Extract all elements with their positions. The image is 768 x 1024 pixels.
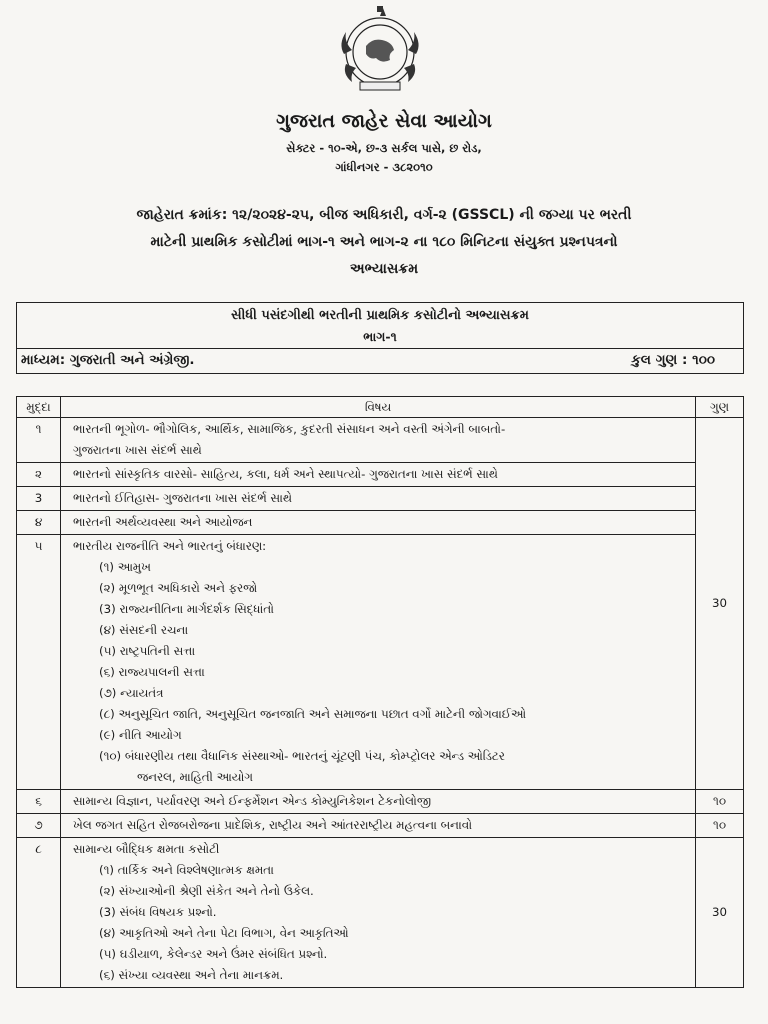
subject-line: (૭) ન્યાયતંત્ર	[99, 686, 164, 700]
subject-line: (3) સંબંધ વિષયક પ્રશ્નો.	[99, 905, 217, 919]
table-row	[17, 814, 744, 838]
gpsc-emblem-icon	[330, 2, 430, 94]
subject-line: (૪) આકૃતિઓ અને તેના પેટા વિભાગ, વેન આકૃતિઓ	[99, 926, 349, 940]
row-subject	[61, 463, 696, 487]
row-marks: ૧૦	[696, 814, 744, 838]
table-row	[17, 511, 744, 535]
row-number: ૪	[17, 511, 61, 535]
medium-label: માધ્યમ: ગુજરાતી અને અંગ્રેજી.	[21, 352, 195, 368]
row-subject	[61, 535, 696, 790]
row-number: ૭	[17, 814, 61, 838]
table-header-row	[17, 397, 744, 418]
subject-line: (૧૦) બંધારણીય તથા વૈધાનિક સંસ્થાઓ- ભારતનું ચૂંટણી પંચ, કોમ્પ્ટ્રોલર એન્ડ ઓડિટર	[99, 749, 505, 763]
table-row	[17, 487, 744, 511]
row-subject	[61, 487, 696, 511]
subject-line: ભારતનો ઈતિહાસ- ગુજરાતના ખાસ સંદર્ભ સાથે	[73, 491, 292, 505]
subject-line: (૬) રાજ્યપાલની સત્તા	[99, 665, 205, 679]
subject-line: સામાન્ય બૌદ્ધિક ક્ષમતા કસોટી	[73, 842, 220, 856]
subject-line: (૮) અનુસૂચિત જાતિ, અનુસૂચિત જનજાતિ અને સમાજના પછાત વર્ગો માટેની જોગવાઈઓ	[99, 707, 526, 721]
address-line-2: ગાંધીનગર - ૩૮૨૦૧૦	[335, 160, 433, 174]
syllabus-title: સીધી પસંદગીથી ભરતીની પ્રાથમિક કસોટીનો અભ્યાસક્રમ	[231, 308, 529, 323]
subject-line: ખેલ જગત સહિત રોજબરોજના પ્રાદેશિક, રાષ્ટ્રીય અને આંતરરાષ્ટ્રીય મહત્વના બનાવો	[73, 818, 473, 832]
subject-line: (૫) ઘડીયાળ, કેલેન્ડર અને ઉંમર સંબંધિત પ્રશ્નો.	[99, 947, 328, 961]
row-subject	[61, 838, 696, 988]
row-subject	[61, 418, 696, 463]
subject-line: (૨) મૂળભૂત અધિકારો અને ફરજો	[99, 581, 258, 595]
row-number: ૧	[17, 418, 61, 463]
subject-line: (૪) સંસદની રચના	[99, 623, 189, 637]
syllabus-part: ભાગ-૧	[363, 329, 397, 344]
row-number: ૨	[17, 463, 61, 487]
total-marks: કુલ ગુણ : ૧૦૦	[631, 352, 715, 368]
medium-row	[16, 348, 744, 374]
syllabus-header-box	[16, 302, 744, 348]
table-row	[17, 418, 744, 463]
subject-line: ભારતનો સાંસ્કૃતિક વારસો- સાહિત્ય, કલા, ધર્મ અને સ્થાપત્યો- ગુજરાતના ખાસ સંદર્ભ સાથે	[73, 467, 498, 481]
row-subject	[61, 814, 696, 838]
row-number: ૫	[17, 535, 61, 790]
row-marks: 30	[696, 838, 744, 988]
col-header-subject: વિષય	[61, 397, 696, 418]
subject-line: (૯) નીતિ આયોગ	[99, 728, 182, 742]
subject-line: (૧) આમુખ	[99, 560, 151, 574]
col-header-marks: ગુણ	[696, 397, 744, 418]
syllabus-table	[16, 396, 744, 988]
subject-line: જનરલ, માહિતી આયોગ	[137, 770, 253, 784]
announcement-line-1: જાહેરાત ક્રમાંક: ૧૨/૨૦૨૪-૨૫, બીજ અધિકારી, વર્ગ-૨ (GSSCL) ની જગ્યા પર ભરતી	[136, 207, 632, 223]
row-marks: 30	[696, 418, 744, 790]
announcement-line-2: માટેની પ્રાથમિક કસોટીમાં ભાગ-૧ અને ભાગ-૨ ના ૧૮૦ મિનિટના સંયુક્ત પ્રશ્નપત્રનો	[150, 234, 618, 250]
subject-line: (૧) તાર્કિક અને વિશ્લેષણાત્મક ક્ષમતા	[99, 863, 274, 877]
org-name: ગુજરાત જાહેર સેવા આયોગ	[276, 110, 492, 132]
subject-line: ભારતની અર્થવ્યવસ્થા અને આયોજન	[73, 515, 253, 529]
subject-line: ભારતીય રાજનીતિ અને ભારતનું બંધારણ:	[73, 539, 267, 553]
subject-line: ગુજરાતના ખાસ સંદર્ભ સાથે	[73, 443, 202, 457]
table-row	[17, 790, 744, 814]
subject-line: (૬) સંખ્યા વ્યવસ્થા અને તેના માનક્રમ.	[99, 968, 284, 982]
subject-line: (3) રાજ્યનીતિના માર્ગદર્શક સિદ્ધાંતો	[99, 602, 275, 616]
col-header-no: મુદ્દા	[17, 397, 61, 418]
subject-line: ભારતની ભૂગોળ- ભૌગોલિક, આર્થિક, સામાજિક, કુદરતી સંસાધન અને વસ્તી અંગેની બાબતો-	[73, 422, 506, 436]
row-number: ૬	[17, 790, 61, 814]
table-row	[17, 463, 744, 487]
table-row	[17, 535, 744, 790]
subject-line: (૫) રાષ્ટ્રપતિની સત્તા	[99, 644, 196, 658]
row-subject	[61, 511, 696, 535]
table-row	[17, 838, 744, 988]
announcement-line-3: અભ્યાસક્રમ	[349, 261, 419, 277]
row-number: ૮	[17, 838, 61, 988]
subject-line: સામાન્ય વિજ્ઞાન, પર્યાવરણ અને ઈન્ફર્મેશન એન્ડ કોમ્યુનિકેશન ટેકનોલોજી	[73, 794, 431, 808]
row-marks: ૧૦	[696, 790, 744, 814]
row-subject	[61, 790, 696, 814]
address-line-1: સેક્ટર - ૧૦-એ, છ-૩ સર્કલ પાસે, છ રોડ,	[286, 141, 482, 155]
row-number: 3	[17, 487, 61, 511]
subject-line: (૨) સંખ્યાઓની શ્રેણી સંકેત અને તેનો ઉકેલ.	[99, 884, 314, 898]
